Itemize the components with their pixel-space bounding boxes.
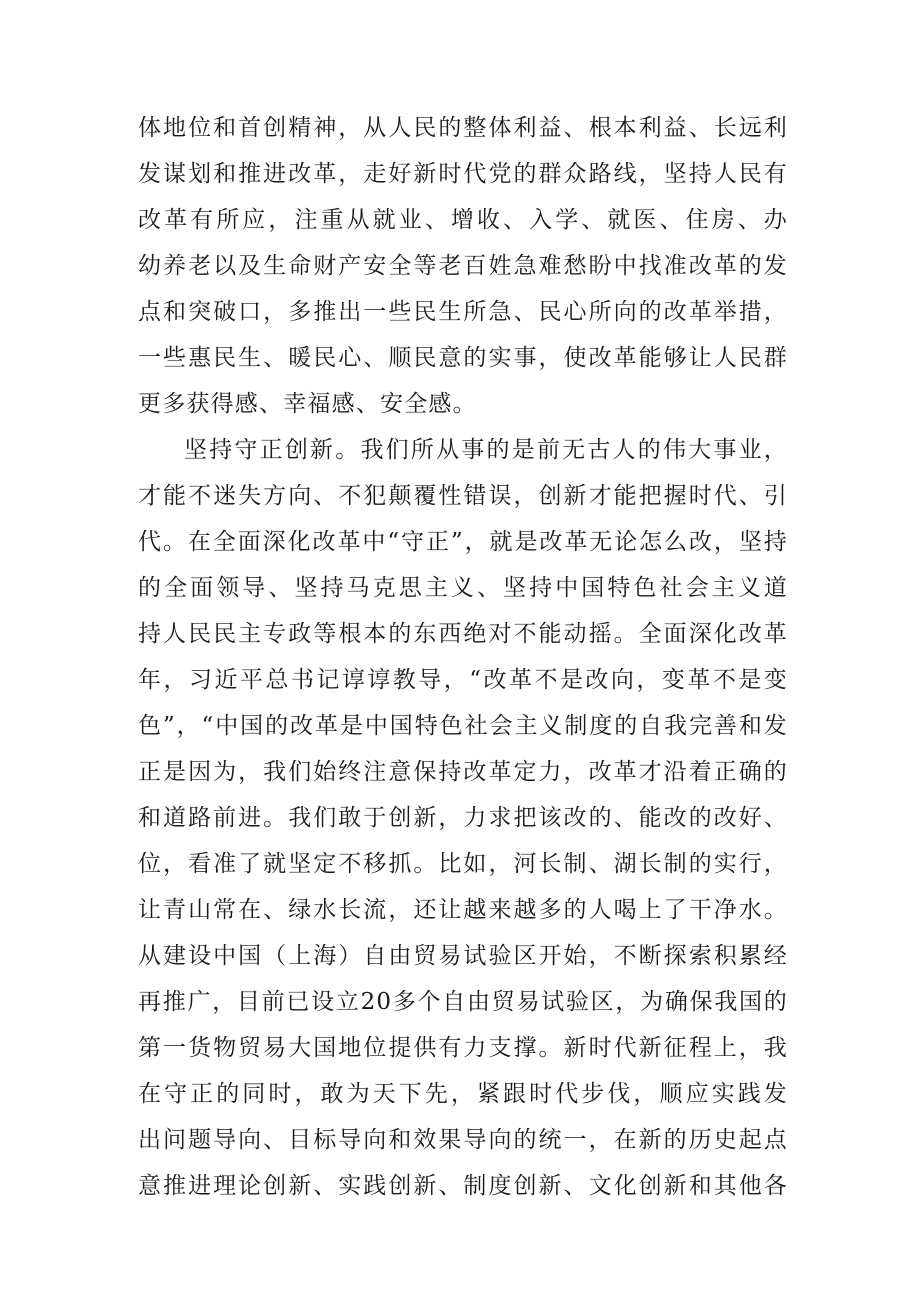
text-line: 的全面领导、坚持马克思主义、坚持中国特色社会主义道 xyxy=(138,575,788,601)
text-line: 出问题导向、目标导向和效果导向的统一，在新的历史起点 xyxy=(138,1127,788,1153)
text-line: 让青山常在、绿水长流，还让越来越多的人喝上了干净水。 xyxy=(138,897,788,923)
text-line: 一些惠民生、暖民心、顺民意的实事，使改革能够让人民群 xyxy=(138,345,788,371)
text-line: 坚持守正创新。我们所从事的是前无古人的伟大事业， xyxy=(184,437,788,463)
text-line: 色”，“中国的改革是中国特色社会主义制度的自我完善和发 xyxy=(138,713,788,739)
text-line: 持人民民主专政等根本的东西绝对不能动摇。全面深化改革 xyxy=(138,621,788,647)
text-line: 正是因为，我们始终注意保持改革定力，改革才沿着正确的 xyxy=(138,759,788,785)
body-text xyxy=(138,105,788,1209)
text-line: 点和突破口，多推出一些民生所急、民心所向的改革举措， xyxy=(138,299,788,325)
text-line: 第一货物贸易大国地位提供有力支撑。新时代新征程上，我 xyxy=(138,1035,788,1061)
text-line: 代。在全面深化改革中“守正”，就是改革无论怎么改，坚持 xyxy=(138,529,788,555)
text-line: 在守正的同时，敢为天下先，紧跟时代步伐，顺应实践发 xyxy=(138,1081,788,1107)
text-line: 更多获得感、幸福感、安全感。 xyxy=(138,391,477,417)
text-line: 年，习近平总书记谆谆教导，“改革不是改向，变革不是变 xyxy=(138,667,788,693)
text-line: 体地位和首创精神，从人民的整体利益、根本利益、长远利 xyxy=(138,115,788,141)
text-line: 幼养老以及生命财产安全等老百姓急难愁盼中找准改革的发 xyxy=(138,253,788,279)
text-line: 再推广，目前已设立20多个自由贸易试验区，为确保我国的 xyxy=(138,989,788,1015)
text-line: 改革有所应，注重从就业、增收、入学、就医、住房、办 xyxy=(138,207,788,233)
text-line: 意推进理论创新、实践创新、制度创新、文化创新和其他各 xyxy=(138,1173,788,1199)
text-line: 才能不迷失方向、不犯颠覆性错误，创新才能把握时代、引 xyxy=(138,483,788,509)
text-line: 从建设中国（上海）自由贸易试验区开始，不断探索积累经 xyxy=(138,943,788,969)
text-line: 发谋划和推进改革，走好新时代党的群众路线，坚持人民有 xyxy=(138,161,788,187)
text-line: 位，看准了就坚定不移抓。比如，河长制、湖长制的实行， xyxy=(138,851,788,877)
text-line: 和道路前进。我们敢于创新，力求把该改的、能改的改好、 xyxy=(138,805,788,831)
